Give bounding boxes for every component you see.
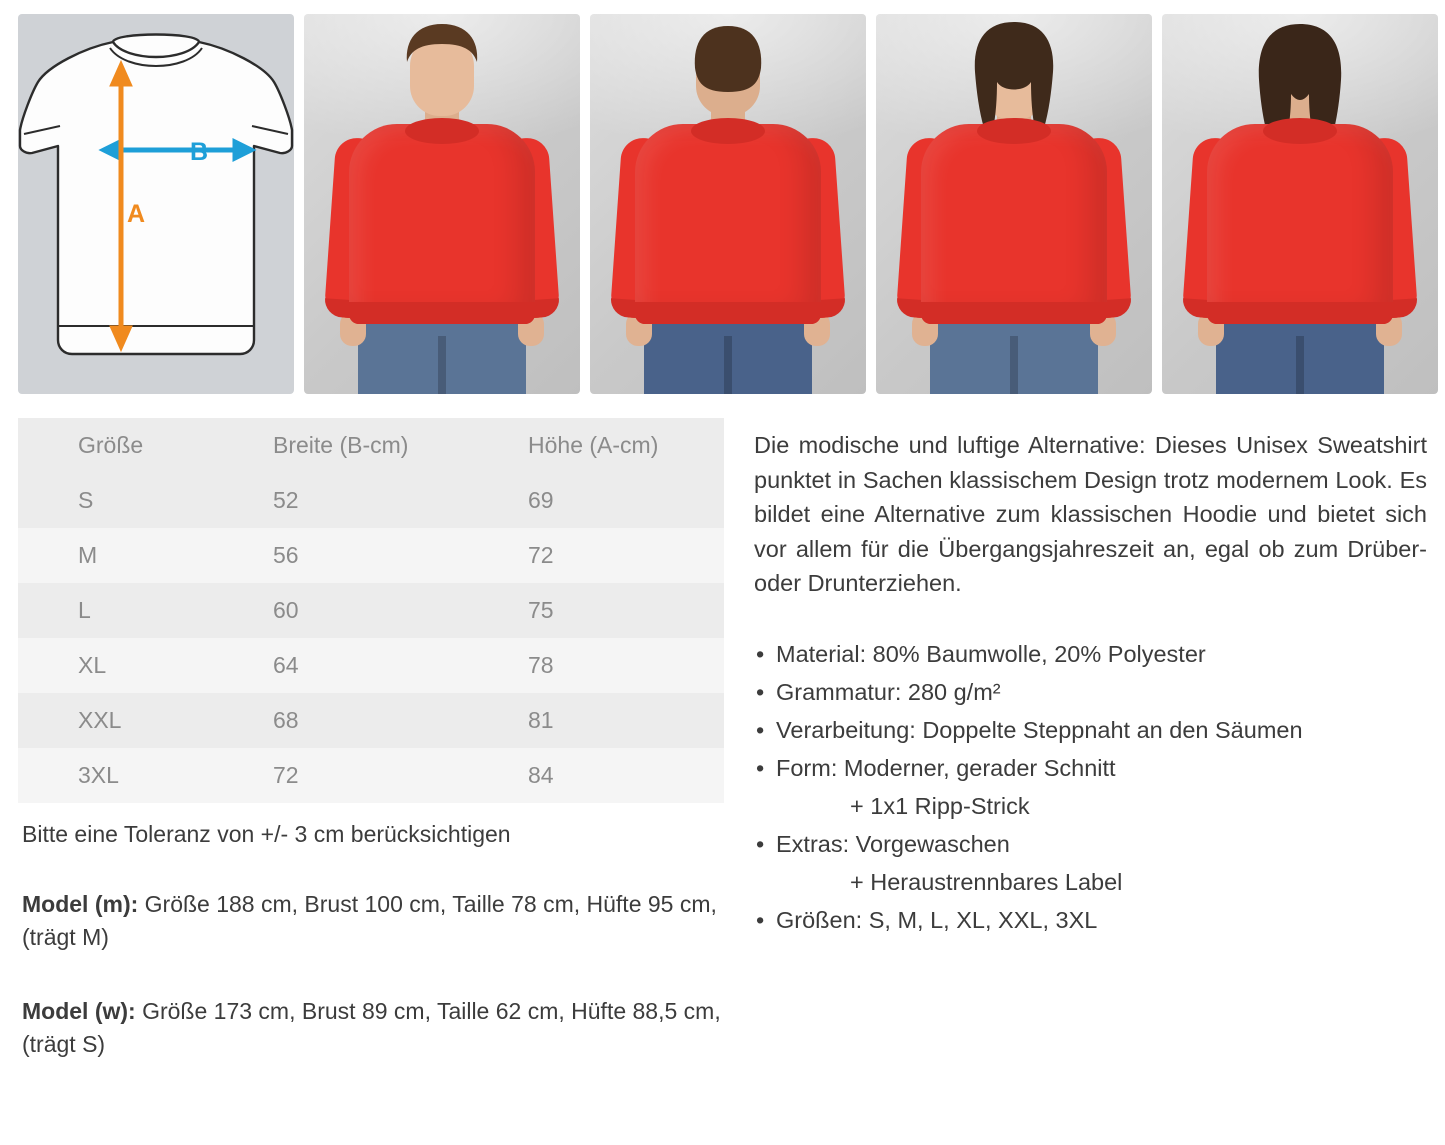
table-row xyxy=(18,473,724,528)
size-table xyxy=(18,418,724,803)
model-male-measurements xyxy=(22,888,728,955)
model-male-label: Model (m): xyxy=(22,891,139,917)
sweatshirt-outline-icon xyxy=(18,14,294,394)
model-female-text: Größe 173 cm, Brust 89 cm, Taille 62 cm, Hüfte 88,5 cm, (trägt S) xyxy=(22,997,721,1058)
spec-form-detail: + 1x1 Ripp-Strick xyxy=(850,792,1030,819)
table-header-row xyxy=(18,418,724,473)
table-row xyxy=(18,528,724,583)
hair-shape xyxy=(685,24,771,102)
spec-verarbeitung: • Verarbeitung: Doppelte Steppnaht an den Säumen xyxy=(754,711,1427,749)
tolerance-note: Bitte eine Toleranz von +/- 3 cm berücksichtigen xyxy=(22,821,511,847)
cell-height: 72 xyxy=(468,528,724,583)
product-specs-list xyxy=(754,635,1427,940)
table-row xyxy=(18,583,724,638)
hair-shape xyxy=(397,22,487,92)
red-sweatshirt xyxy=(635,124,821,324)
column-header-height: Höhe (A-cm) xyxy=(468,418,724,473)
spec-extras: • Extras: Vorgewaschen xyxy=(754,825,1427,863)
cell-width: 72 xyxy=(213,748,468,803)
cell-height: 81 xyxy=(468,693,724,748)
product-description-column xyxy=(754,418,1427,1061)
sweater-collar xyxy=(977,118,1051,144)
model-male-back-photo xyxy=(590,14,866,394)
sweater-collar xyxy=(405,118,479,144)
model-female-measurements xyxy=(22,995,728,1062)
red-sweatshirt xyxy=(1207,124,1393,324)
cell-size: S xyxy=(18,473,213,528)
spec-extras-detail: + Heraustrennbares Label xyxy=(850,869,1123,896)
spec-groessen: • Größen: S, M, L, XL, XXL, 3XL xyxy=(754,901,1427,939)
cell-size: M xyxy=(18,528,213,583)
sweater-collar xyxy=(1263,118,1337,144)
cell-width: 68 xyxy=(213,693,468,748)
spec-grammatur: • Grammatur: 280 g/m² xyxy=(754,673,1427,711)
product-description: Die modische und luftige Alternative: Dieses Unisex Sweatshirt punktet in Sachen klassischem Design trotz modernem Look. Es bildet eine Alternative zum klassischen Hoodie und bietet sich vor allem für die Übergangsjahreszeit an, egal ob zum Drüber- oder Drunterziehen. xyxy=(754,432,1427,597)
size-information-column xyxy=(18,418,728,1061)
cell-width: 56 xyxy=(213,528,468,583)
cell-size: 3XL xyxy=(18,748,213,803)
model-male-front-photo xyxy=(304,14,580,394)
diagram-label-width: B xyxy=(190,138,209,166)
diagram-label-height: A xyxy=(127,200,146,228)
table-row xyxy=(18,693,724,748)
model-female-front-photo xyxy=(876,14,1152,394)
cell-height: 69 xyxy=(468,473,724,528)
size-diagram-panel xyxy=(18,14,294,394)
model-female-back-photo xyxy=(1162,14,1438,394)
cell-width: 52 xyxy=(213,473,468,528)
product-image-gallery xyxy=(0,0,1445,394)
cell-size: XL xyxy=(18,638,213,693)
red-sweatshirt xyxy=(921,124,1107,324)
spec-form: • Form: Moderner, gerader Schnitt xyxy=(754,749,1427,787)
table-row xyxy=(18,638,724,693)
cell-width: 64 xyxy=(213,638,468,693)
model-male-text: Größe 188 cm, Brust 100 cm, Taille 78 cm, Hüfte 95 cm, (trägt M) xyxy=(22,891,717,951)
cell-height: 75 xyxy=(468,583,724,638)
spec-material: • Material: 80% Baumwolle, 20% Polyester xyxy=(754,635,1427,673)
cell-height: 78 xyxy=(468,638,724,693)
sweater-collar xyxy=(691,118,765,144)
model-female-label: Model (w): xyxy=(22,997,136,1024)
column-header-width: Breite (B-cm) xyxy=(213,418,468,473)
cell-width: 60 xyxy=(213,583,468,638)
column-header-size: Größe xyxy=(18,418,213,473)
table-row xyxy=(18,748,724,803)
cell-size: XXL xyxy=(18,693,213,748)
cell-height: 84 xyxy=(468,748,724,803)
cell-size: L xyxy=(18,583,213,638)
red-sweatshirt xyxy=(349,124,535,324)
